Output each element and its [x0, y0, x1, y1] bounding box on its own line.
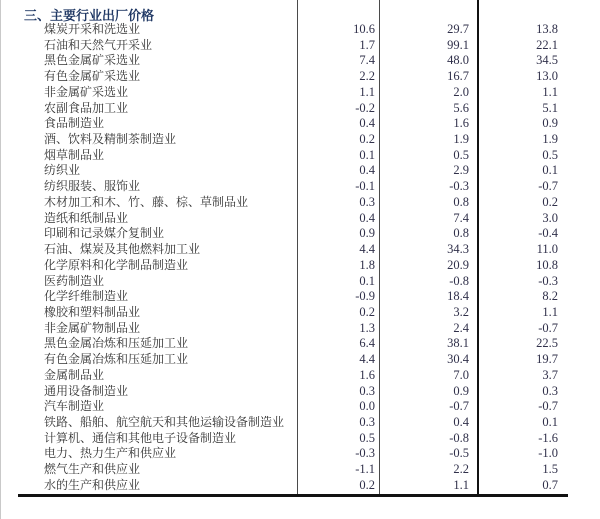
value-col-1: 0.1	[359, 273, 375, 288]
industry-name: 石油、煤炭及其他燃料加工业	[44, 242, 201, 257]
value-col-1: 10.6	[353, 22, 375, 36]
value-col-2: -0.5	[449, 446, 469, 461]
industry-name: 化学原料和化学制品制造业	[44, 257, 189, 272]
value-col-3: 22.5	[536, 336, 558, 351]
value-col-3: 0.7	[542, 477, 558, 492]
industry-name: 橡胶和塑料制品业	[44, 304, 141, 319]
value-col-3: 8.2	[542, 289, 558, 304]
value-col-2: 2.2	[453, 462, 469, 477]
value-col-1: 1.3	[359, 320, 375, 335]
value-col-2: 7.0	[453, 367, 469, 382]
value-col-1: -0.3	[355, 446, 375, 461]
value-col-1: 0.3	[359, 383, 375, 398]
value-col-2: 2.9	[453, 163, 469, 178]
value-col-2: 29.7	[447, 22, 469, 36]
value-col-3: 0.5	[542, 147, 558, 162]
table-row	[0, 242, 600, 258]
value-col-1: 0.1	[359, 147, 375, 162]
value-col-3: 19.7	[536, 352, 558, 367]
value-col-1: 0.2	[359, 132, 375, 147]
value-col-1: 0.9	[359, 226, 375, 241]
table-row	[0, 163, 600, 179]
table-row	[0, 226, 600, 242]
value-col-2: 16.7	[447, 69, 469, 84]
industry-name: 非金属矿物制品业	[44, 320, 141, 335]
value-col-1: 1.1	[359, 84, 375, 99]
industry-name: 水的生产和供应业	[44, 477, 141, 492]
value-col-3: 0.1	[542, 414, 558, 429]
value-col-3: -0.7	[538, 320, 558, 335]
table-row	[0, 431, 600, 447]
industry-name: 造纸和纸制品业	[44, 210, 129, 225]
industry-name: 纺织服装、服饰业	[44, 179, 141, 194]
value-col-2: -0.8	[449, 273, 469, 288]
value-col-1: -0.2	[355, 100, 375, 115]
value-col-1: 2.2	[359, 69, 375, 84]
value-col-1: 0.3	[359, 414, 375, 429]
value-col-3: 10.8	[536, 257, 558, 272]
value-col-3: 11.0	[536, 242, 558, 257]
table-row	[0, 289, 600, 305]
value-col-2: 48.0	[447, 53, 469, 68]
industry-name: 印刷和记录媒介复制业	[44, 226, 165, 241]
value-col-2: 5.6	[453, 100, 469, 115]
value-col-1: 4.4	[359, 352, 375, 367]
value-col-3: 5.1	[542, 100, 558, 115]
value-col-1: 1.7	[359, 37, 375, 52]
value-col-2: 2.0	[453, 84, 469, 99]
table-row	[0, 22, 600, 38]
table-row	[0, 53, 600, 69]
industry-name: 汽车制造业	[44, 399, 105, 414]
industry-name: 烟草制品业	[44, 147, 105, 162]
value-col-1: 4.4	[359, 242, 375, 257]
table-row	[0, 399, 600, 415]
value-col-1: 0.4	[359, 116, 375, 131]
industry-name: 黑色金属冶炼和压延加工业	[44, 336, 189, 351]
table-row	[0, 38, 600, 54]
industry-name: 燃气生产和供应业	[44, 462, 141, 477]
industry-name: 医药制造业	[44, 273, 105, 288]
value-col-3: 1.1	[542, 84, 558, 99]
value-col-1: -0.1	[355, 179, 375, 194]
value-col-1: 6.4	[359, 336, 375, 351]
value-col-3: 22.1	[536, 37, 558, 52]
value-col-3: -0.4	[538, 226, 558, 241]
industry-name: 铁路、船舶、航空航天和其他运输设备制造业	[44, 414, 285, 429]
value-col-3: -0.7	[538, 179, 558, 194]
industry-name: 通用设备制造业	[44, 383, 129, 398]
value-col-2: 0.9	[453, 383, 469, 398]
value-col-3: -1.0	[538, 446, 558, 461]
value-col-1: -1.1	[355, 462, 375, 477]
value-col-3: 13.0	[536, 69, 558, 84]
value-col-3: -1.6	[538, 430, 558, 445]
table-row	[0, 274, 600, 290]
industry-name: 化学纤维制造业	[44, 289, 129, 304]
table-row	[0, 132, 600, 148]
industry-name: 酒、饮料及精制茶制造业	[44, 132, 177, 147]
value-col-1: 0.2	[359, 477, 375, 492]
value-col-3: 0.2	[542, 194, 558, 209]
table-row	[0, 195, 600, 211]
value-col-3: 1.1	[542, 304, 558, 319]
value-col-1: 0.2	[359, 304, 375, 319]
table-row	[0, 336, 600, 352]
value-col-2: 99.1	[447, 37, 469, 52]
industry-name: 有色金属矿采选业	[44, 69, 141, 84]
industry-name: 食品制造业	[44, 116, 105, 131]
value-col-3: 1.9	[542, 132, 558, 147]
value-col-2: 1.6	[453, 116, 469, 131]
value-col-1: 0.3	[359, 194, 375, 209]
industry-name: 黑色金属矿采选业	[44, 53, 141, 68]
value-col-2: 18.4	[447, 289, 469, 304]
industry-name: 木材加工和木、竹、藤、棕、草制品业	[44, 194, 249, 209]
value-col-3: 0.9	[542, 116, 558, 131]
value-col-1: 7.4	[359, 53, 375, 68]
value-col-3: 3.7	[542, 367, 558, 382]
table-row	[0, 258, 600, 274]
table-row	[0, 321, 600, 337]
column-divider-1	[297, 0, 298, 497]
value-col-2: 0.8	[453, 194, 469, 209]
value-col-2: 1.1	[453, 477, 469, 492]
industry-name: 电力、热力生产和供应业	[44, 446, 177, 461]
industry-name: 纺织业	[44, 163, 81, 178]
industry-name: 计算机、通信和其他电子设备制造业	[44, 430, 237, 445]
value-col-2: -0.8	[449, 430, 469, 445]
value-col-1: 1.6	[359, 367, 375, 382]
table-row	[0, 179, 600, 195]
value-col-3: -0.7	[538, 399, 558, 414]
value-col-2: 2.4	[453, 320, 469, 335]
value-col-2: 1.9	[453, 132, 469, 147]
value-col-3: -0.3	[538, 273, 558, 288]
value-col-3: 0.1	[542, 163, 558, 178]
value-col-2: 7.4	[453, 210, 469, 225]
column-divider-2	[379, 0, 380, 497]
table-row	[0, 478, 600, 494]
table-row	[0, 101, 600, 117]
section-title: 三、主要行业出厂价格	[24, 8, 155, 23]
value-col-2: 3.2	[453, 304, 469, 319]
value-col-3: 13.8	[536, 22, 558, 36]
table-row	[0, 85, 600, 101]
value-col-1: -0.9	[355, 289, 375, 304]
industry-name: 石油和天然气开采业	[44, 37, 153, 52]
value-col-2: 34.3	[447, 242, 469, 257]
table-row	[0, 415, 600, 431]
table-row	[0, 368, 600, 384]
value-col-2: -0.7	[449, 399, 469, 414]
table-row	[0, 116, 600, 132]
value-col-2: 0.4	[453, 414, 469, 429]
value-col-2: 38.1	[447, 336, 469, 351]
table-row	[0, 69, 600, 85]
table-row	[0, 352, 600, 368]
value-col-1: 0.0	[359, 399, 375, 414]
table-bottom-rule	[18, 494, 568, 497]
column-divider-3-thick	[477, 0, 479, 497]
value-col-2: 0.8	[453, 226, 469, 241]
value-col-2: 20.9	[447, 257, 469, 272]
value-col-2: 30.4	[447, 352, 469, 367]
table-row	[0, 148, 600, 164]
industry-name: 金属制品业	[44, 367, 105, 382]
value-col-1: 0.4	[359, 210, 375, 225]
value-col-1: 0.5	[359, 430, 375, 445]
value-col-1: 1.8	[359, 257, 375, 272]
value-col-3: 3.0	[542, 210, 558, 225]
table-row	[0, 384, 600, 400]
table-row	[0, 305, 600, 321]
table-row	[0, 462, 600, 478]
value-col-1: 0.4	[359, 163, 375, 178]
value-col-2: -0.3	[449, 179, 469, 194]
value-col-3: 34.5	[536, 53, 558, 68]
table-row	[0, 446, 600, 462]
value-col-3: 0.3	[542, 383, 558, 398]
value-col-2: 0.5	[453, 147, 469, 162]
table-body	[0, 22, 600, 494]
industry-name: 非金属矿采选业	[44, 84, 129, 99]
value-col-3: 1.5	[542, 462, 558, 477]
table-row	[0, 211, 600, 227]
industry-name: 农副食品加工业	[44, 100, 129, 115]
industry-name: 煤炭开采和洗选业	[44, 22, 141, 36]
industry-name: 有色金属冶炼和压延加工业	[44, 352, 189, 367]
